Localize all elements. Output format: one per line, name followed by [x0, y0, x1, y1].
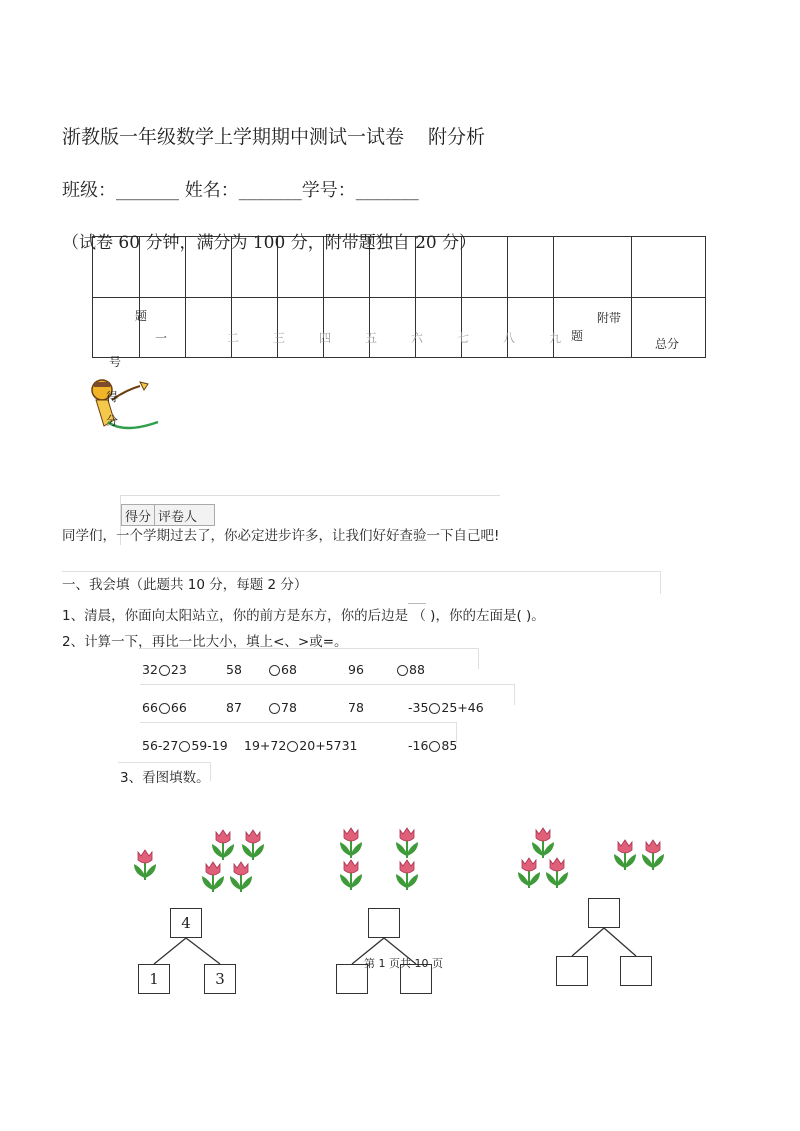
question-1: 1、清晨，你面向太阳站立，你的前方是东方，你的后边是 （ )，你的左面是( )。 [62, 608, 545, 624]
compare-item: 19+72 20+5731 [244, 738, 358, 753]
compare-item: 58 [226, 662, 242, 677]
tree-1-right-box[interactable]: 3 [204, 964, 236, 994]
question-number: 八 [503, 331, 516, 345]
compare-item: 32 23 [142, 662, 187, 677]
question-number: 四 [319, 331, 332, 345]
score-label-top: 得 [106, 390, 119, 404]
compare-item: 68 [268, 662, 297, 677]
table-row-label-bottom: 号 [109, 355, 122, 369]
student-info-line: 班级：_______ 姓名：_______学号：_______ [62, 180, 419, 201]
question-number: 一 [155, 331, 168, 345]
question-number: 六 [411, 331, 424, 345]
extra-question-label-bottom: 题 [571, 329, 584, 343]
compare-item: 96 [348, 662, 364, 677]
compare-item: 78 [268, 700, 297, 715]
exam-time-note: （试卷 60 分钟，满分为 100 分，附带题独自 20 分） [62, 233, 477, 253]
total-score-label: 总分 [655, 337, 680, 351]
tree-3-left-box[interactable] [556, 956, 588, 986]
question-number: 九 [549, 331, 562, 345]
compare-item: 78 [348, 700, 364, 715]
compare-item: 56-27 59-19 [142, 738, 228, 753]
grader-reviewer-label: 评卷人 [154, 505, 200, 525]
score-label-bottom: 分 [106, 414, 119, 428]
tree-3-top-box[interactable] [588, 898, 620, 928]
compare-item: 87 [226, 700, 242, 715]
extra-question-label-top: 附带 [597, 311, 622, 325]
compare-item: -35 25+46 [408, 700, 484, 715]
tree-1-top-box[interactable]: 4 [170, 908, 202, 938]
question-number: 二 [227, 331, 240, 345]
compare-item: -16 85 [408, 738, 458, 753]
tree-2-top-box[interactable] [368, 908, 400, 938]
tree-1-left-box[interactable]: 1 [138, 964, 170, 994]
grader-score-label: 得分 [125, 510, 152, 525]
title-main: 浙教版一年级数学上学期期中测试一试卷 [62, 126, 405, 148]
table-row-label-top: 题 [135, 309, 148, 323]
compare-item: 66 66 [142, 700, 187, 715]
question-3: 3、看图填数。 [120, 770, 210, 786]
question-number: 三 [273, 331, 286, 345]
title-suffix: 附分析 [428, 126, 486, 148]
compare-item: 88 [396, 662, 425, 677]
intro-text: 同学们，一个学期过去了，你必定进步许多，让我们好好查验一下自己吧! [62, 528, 500, 544]
question-number: 七 [457, 331, 470, 345]
section-1-heading: 一、我会填（此题共 10 分，每题 2 分） [62, 577, 308, 593]
question-number: 五 [365, 331, 378, 345]
tree-3-right-box[interactable] [620, 956, 652, 986]
page-footer: 第 1 页共 10 页 [364, 957, 443, 970]
question-2: 2、计算一下，再比一比大小，填上<、>或=。 [62, 634, 348, 650]
